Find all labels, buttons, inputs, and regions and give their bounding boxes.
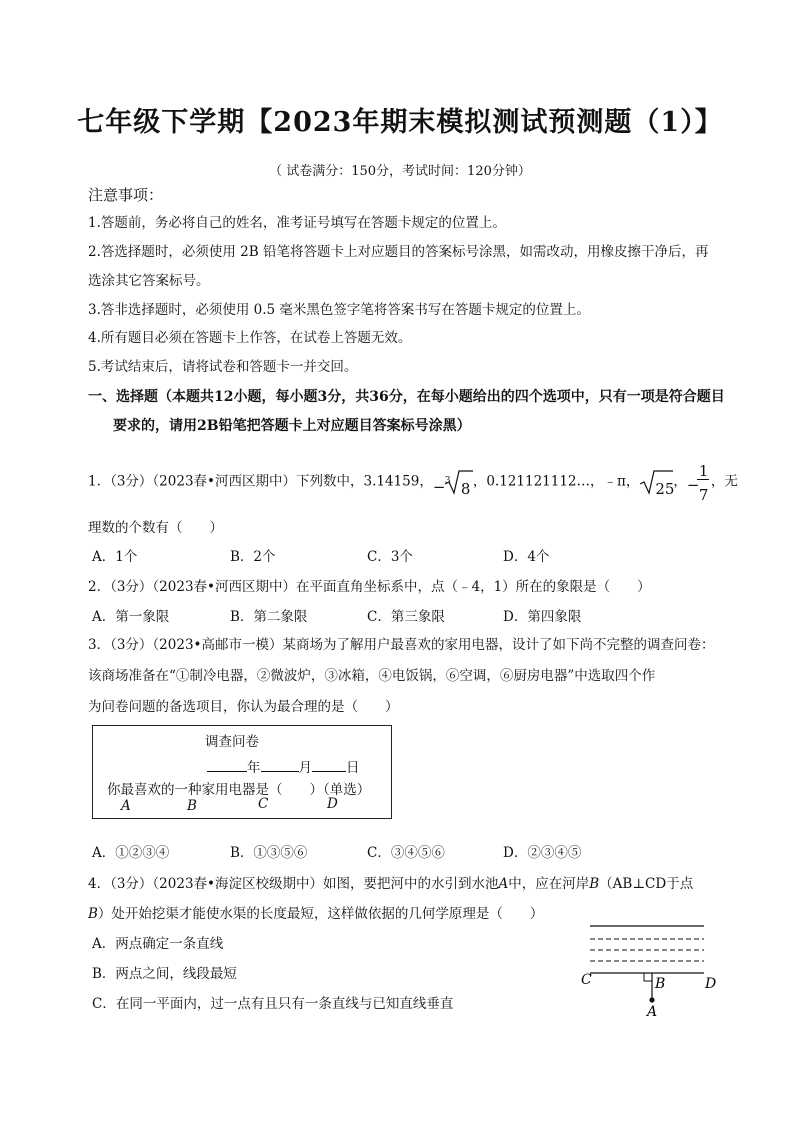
q3-option-c[interactable]: C．③④⑤⑥ — [367, 845, 445, 861]
label-d: D — [705, 976, 717, 992]
notice-item-4: 4.所有题目必须在答题卡上作答，在试卷上答题无效。 — [88, 330, 412, 346]
q4-option-c[interactable]: C．在同一平面内，过一点有且只有一条直线与已知直线垂直 — [92, 996, 454, 1012]
q1-suffix: ，无 — [710, 473, 738, 490]
cube-root-expression: − 3 8 — [433, 468, 473, 496]
survey-year: 年 — [247, 760, 261, 776]
day-blank[interactable] — [312, 759, 346, 772]
right-angle-mark — [644, 973, 652, 981]
square-root-expression: 25 — [639, 468, 673, 496]
survey-letter-b: B — [187, 798, 197, 814]
survey-day: 日 — [346, 760, 360, 776]
label-c: C — [581, 972, 592, 988]
q3-option-b[interactable]: B．①③⑤⑥ — [230, 845, 308, 861]
year-blank[interactable] — [207, 759, 247, 772]
survey-letter-c: C — [258, 796, 269, 812]
q2-option-d[interactable]: D．第四象限 — [503, 609, 582, 625]
q1-option-b[interactable]: B．2个 — [230, 549, 276, 565]
q2-option-c[interactable]: C．第三象限 — [367, 609, 445, 625]
q1-prefix: 1．（3分）（2023春•河西区期中）下列数中，3.14159， — [88, 473, 433, 490]
survey-question: 你最喜欢的一种家用电器是（ ）（单选） — [107, 782, 371, 798]
label-a: A — [647, 1004, 658, 1018]
point-a — [649, 997, 654, 1002]
notice-item-5: 5.考试结束后，请将试卷和答题卡一并交回。 — [88, 359, 358, 375]
q3-option-a[interactable]: A．①②③④ — [92, 845, 170, 861]
notice-item-2: 2.答选择题时，必须使用 2B 铅笔将答题卡上对应题目的答案标号涂黑，如需改动，用橡皮擦干净后，再 — [88, 244, 709, 260]
q1-option-a[interactable]: A．1个 — [92, 549, 138, 565]
q1-option-c[interactable]: C．3个 — [367, 549, 413, 565]
river-figure — [578, 918, 728, 1018]
survey-date-line — [207, 756, 360, 776]
q1-sep: ， — [673, 473, 687, 490]
survey-letter-a: A — [121, 798, 131, 814]
q1-middle: ，0.121121112…，﹣π， — [472, 473, 640, 490]
q2-option-a[interactable]: A．第一象限 — [92, 609, 170, 625]
survey-title: 调查问卷 — [205, 734, 259, 750]
question-3-stem-cont-1: 该商场准备在“①制冷电器，②微波炉，③冰箱，④电饭锅，⑥空调，⑥厨房电器”中选取四个作 — [88, 668, 656, 684]
q1-option-d[interactable]: D．4个 — [503, 549, 550, 565]
question-1-stem — [88, 462, 738, 502]
section-heading-cont: 要求的，请用2B铅笔把答题卡上对应题目答案标号涂黑） — [113, 418, 471, 434]
q4-option-a[interactable]: A．两点确定一条直线 — [92, 936, 224, 952]
notice-item-3: 3.答非选择题时，必须使用 0.5 毫米黑色签字笔将答案书写在答题卡规定的位置上。 — [88, 302, 590, 318]
label-b: B — [655, 976, 666, 992]
notice-item-1: 1.答题前，务必将自己的姓名，准考证号填写在答题卡规定的位置上。 — [88, 215, 506, 231]
question-3-stem-cont-2: 为问卷问题的备选项目，你认为最合理的是（ ） — [88, 699, 399, 715]
survey-letter-d: D — [327, 796, 338, 812]
q2-option-b[interactable]: B．第二象限 — [230, 609, 308, 625]
question-3-stem: 3．（3分）（2023•高邮市一模）某商场为了解用户最喜欢的家用电器，设计了如下尚不完整的调查问卷： — [88, 637, 715, 653]
month-blank[interactable] — [261, 759, 299, 772]
q4-option-b[interactable]: B．两点之间，线段最短 — [92, 966, 237, 982]
survey-month: 月 — [298, 760, 312, 776]
fraction-expression: − 1 7 — [686, 462, 709, 504]
question-2-stem: 2．（3分）（2023春•河西区期中）在平面直角坐标系中，点（﹣4，1）所在的象限是（ ） — [88, 579, 651, 595]
exam-info: （ 试卷满分：150分，考试时间：120分钟） — [269, 164, 531, 179]
section-heading: 一、选择题（本题共12小题，每小题3分，共36分，在每小题给出的四个选项中，只有一项是符合题目 — [88, 389, 725, 405]
notice-heading: 注意事项： — [88, 186, 164, 204]
question-4-stem: 4．（3分）（2023春•海淀区校级期中）如图，要把河中的水引到水池A中，应在河岸B（AB⊥CD于点 — [88, 876, 694, 892]
question-4-stem-cont: B）处开始挖渠才能使水渠的长度最短，这样做依据的几何学原理是（ ） — [88, 906, 544, 922]
question-1-stem-cont: 理数的个数有（ ） — [88, 520, 223, 536]
page-title: 七年级下学期【2023年期末模拟测试预测题（1）】 — [77, 107, 723, 138]
notice-item-2-cont: 选涂其它答案标号。 — [88, 273, 210, 289]
survey-questionnaire-box — [92, 725, 392, 819]
q3-option-d[interactable]: D．②③④⑤ — [503, 845, 582, 861]
